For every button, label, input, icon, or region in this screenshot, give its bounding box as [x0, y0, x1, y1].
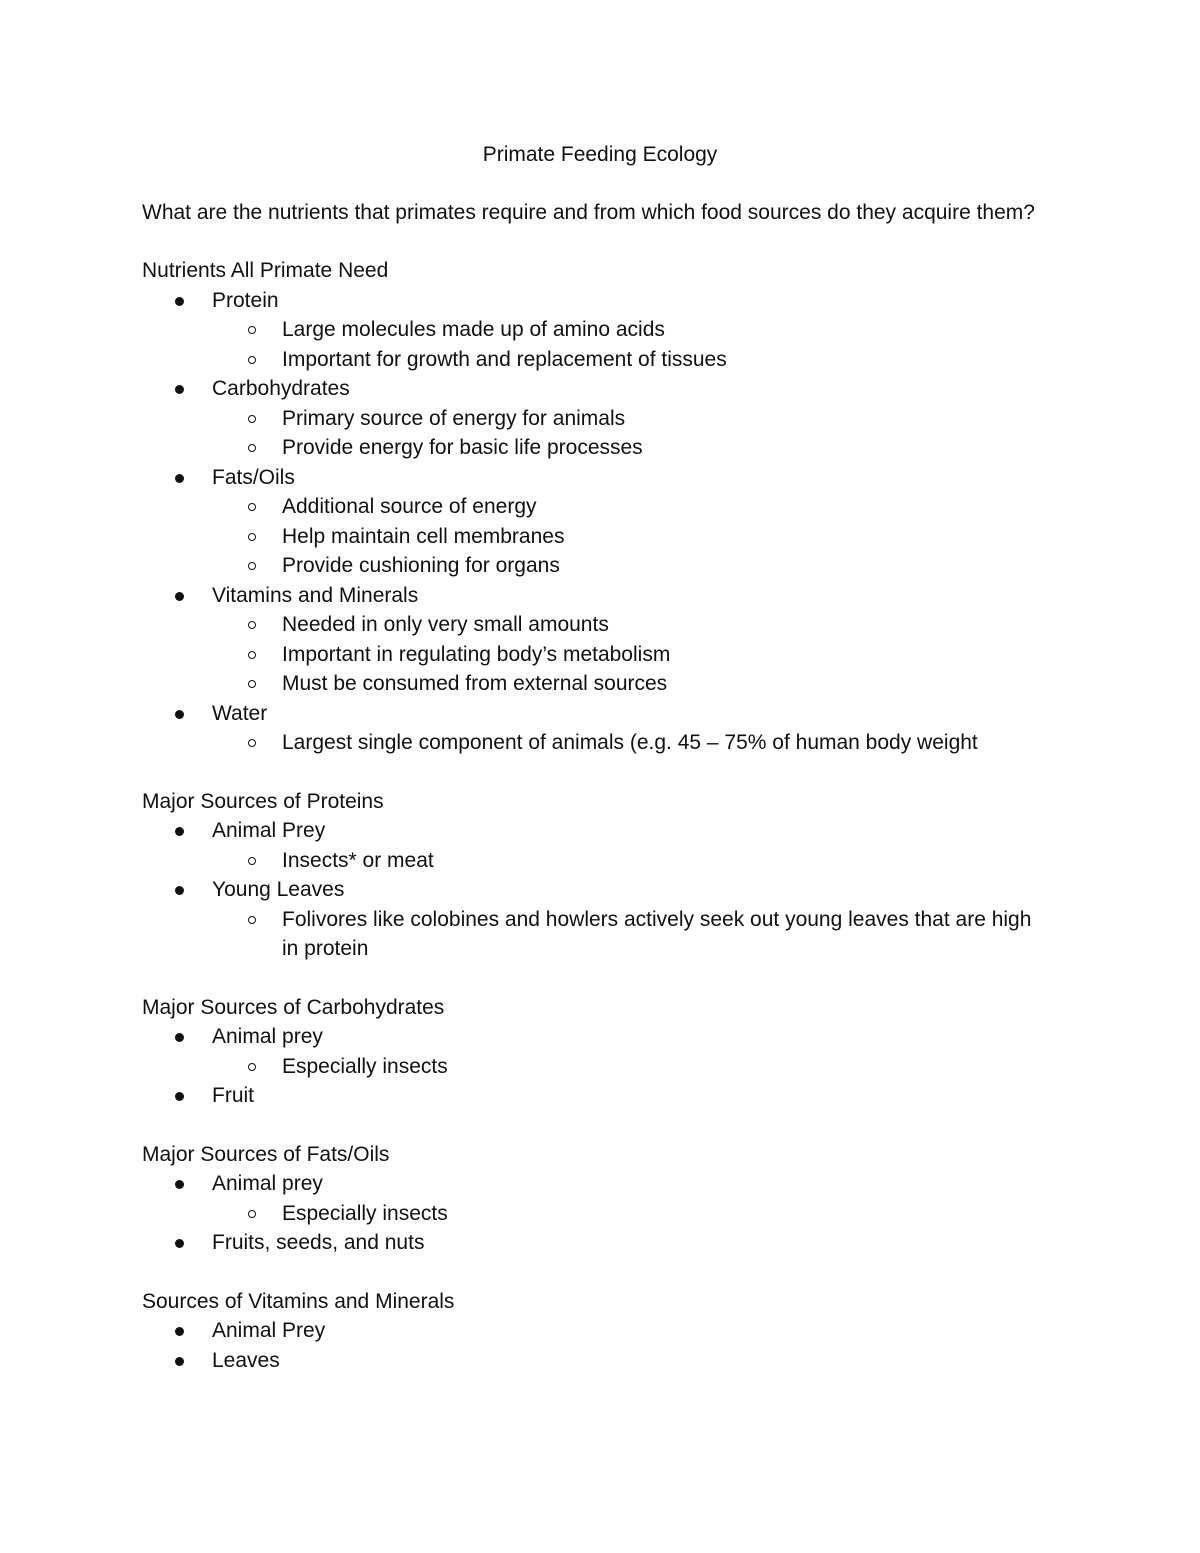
sub-list-item: [212, 492, 1044, 522]
list-item-label: Animal prey: [212, 1172, 323, 1195]
list-item-label: Young Leaves: [212, 878, 345, 901]
list-item: [142, 816, 1044, 875]
circle-bullet-icon: [248, 503, 256, 511]
list-item: [142, 1081, 1044, 1111]
sections-container: [142, 256, 1044, 1375]
sub-bullet-list: [212, 610, 1044, 699]
bullet-icon: [175, 592, 184, 601]
section: [142, 256, 1044, 758]
circle-bullet-icon: [248, 680, 256, 688]
sub-list-item-text: Important for growth and replacement of tissues: [282, 347, 727, 371]
sub-bullet-list: [212, 492, 1044, 581]
list-item: [142, 1022, 1044, 1081]
section-heading: Major Sources of Proteins: [142, 789, 384, 813]
bullet-icon: [175, 1327, 184, 1336]
sub-bullet-list: [212, 728, 1044, 758]
bullet-icon: [175, 1357, 184, 1366]
circle-bullet-icon: [248, 1210, 256, 1218]
sub-list-item-text: Insects* or meat: [282, 848, 434, 872]
circle-bullet-icon: [248, 1063, 256, 1071]
sub-list-item-text: Primary source of energy for animals: [282, 406, 626, 430]
sub-list-item: [212, 846, 1044, 876]
sub-list-item-text: Folivores like colobines and howlers actively seek out young leaves that are high in protein: [282, 907, 1032, 960]
circle-bullet-icon: [248, 415, 256, 423]
section-heading: Nutrients All Primate Need: [142, 259, 389, 282]
sub-list-item: [212, 728, 1044, 758]
circle-bullet-icon: [248, 562, 256, 570]
list-item: [142, 581, 1044, 699]
list-item: [142, 1228, 1044, 1258]
bullet-list: [142, 286, 1044, 758]
list-item: [142, 374, 1044, 463]
bullet-icon: [175, 1092, 184, 1101]
question-paragraph: What are the nutrients that primates require and from which food sources do they acquire them?: [142, 200, 1035, 224]
circle-bullet-icon: [248, 533, 256, 541]
sub-list-item-text: Large molecules made up of amino acids: [282, 318, 665, 341]
section: [142, 787, 1044, 964]
sub-list-item-text: Important in regulating body’s metabolism: [282, 642, 671, 666]
circle-bullet-icon: [248, 916, 256, 924]
section: [142, 993, 1044, 1111]
bullet-icon: [175, 886, 184, 895]
sub-bullet-list: [212, 1199, 1044, 1229]
circle-bullet-icon: [248, 739, 256, 747]
list-item: [142, 1346, 1044, 1376]
list-item-label: Vitamins and Minerals: [212, 583, 419, 607]
sub-list-item: [212, 1199, 1044, 1229]
bullet-list: [142, 816, 1044, 964]
sub-bullet-list: [212, 404, 1044, 463]
circle-bullet-icon: [248, 356, 256, 364]
list-item: [142, 1169, 1044, 1228]
sub-list-item: [212, 315, 1044, 345]
circle-bullet-icon: [248, 621, 256, 629]
section: [142, 1140, 1044, 1258]
circle-bullet-icon: [248, 444, 256, 452]
page-title: Primate Feeding Ecology: [482, 143, 718, 166]
sub-list-item-text: Provide cushioning for organs: [282, 554, 560, 577]
sub-list-item: [212, 522, 1044, 552]
sub-list-item: [212, 669, 1044, 699]
sub-bullet-list: [212, 905, 1044, 964]
bullet-icon: [175, 297, 184, 306]
sub-list-item: [212, 640, 1044, 670]
sub-list-item: [212, 345, 1044, 375]
sub-list-item: [212, 610, 1044, 640]
sub-list-item-text: Needed in only very small amounts: [282, 613, 609, 636]
list-item-label: Fats/Oils: [212, 465, 295, 489]
list-item-label: Protein: [212, 288, 279, 312]
sub-bullet-list: [212, 315, 1044, 374]
bullet-icon: [175, 827, 184, 836]
list-item-label: Fruit: [212, 1084, 254, 1107]
sub-list-item-text: Especially insects: [282, 1201, 448, 1225]
list-item-label: Animal Prey: [212, 819, 326, 842]
bullet-icon: [175, 385, 184, 394]
sub-list-item-text: Largest single component of animals (e.g. 45 – 75% of human body weight: [282, 731, 978, 754]
circle-bullet-icon: [248, 326, 256, 334]
list-item: [142, 463, 1044, 581]
list-item-label: Animal Prey: [212, 1319, 326, 1342]
sub-list-item: [212, 905, 1044, 964]
bullet-list: [142, 1316, 1044, 1375]
bullet-list: [142, 1022, 1044, 1111]
bullet-list: [142, 1169, 1044, 1258]
circle-bullet-icon: [248, 651, 256, 659]
sub-list-item-text: Provide energy for basic life processes: [282, 436, 643, 459]
section-heading: Major Sources of Carbohydrates: [142, 995, 445, 1019]
list-item-label: Fruits, seeds, and nuts: [212, 1231, 425, 1254]
bullet-icon: [175, 1180, 184, 1189]
list-item: [142, 1316, 1044, 1346]
list-item-label: Leaves: [212, 1348, 280, 1372]
sub-list-item-text: Must be consumed from external sources: [282, 672, 668, 695]
list-item-label: Water: [212, 701, 268, 725]
section: [142, 1287, 1044, 1376]
list-item: [142, 875, 1044, 964]
sub-list-item: [212, 404, 1044, 434]
sub-list-item-text: Help maintain cell membranes: [282, 524, 565, 548]
sub-list-item: [212, 1052, 1044, 1082]
list-item: [142, 699, 1044, 758]
list-item-label: Animal prey: [212, 1025, 323, 1048]
section-heading: Major Sources of Fats/Oils: [142, 1142, 390, 1166]
sub-list-item: [212, 551, 1044, 581]
bullet-icon: [175, 1033, 184, 1042]
list-item: [142, 286, 1044, 375]
sub-list-item-text: Especially insects: [282, 1054, 448, 1078]
list-item-label: Carbohydrates: [212, 377, 350, 400]
bullet-icon: [175, 474, 184, 483]
sub-list-item-text: Additional source of energy: [282, 495, 537, 518]
section-heading: Sources of Vitamins and Minerals: [142, 1289, 455, 1313]
sub-bullet-list: [212, 846, 1044, 876]
bullet-icon: [175, 710, 184, 719]
sub-bullet-list: [212, 1052, 1044, 1082]
sub-list-item: [212, 433, 1044, 463]
bullet-icon: [175, 1239, 184, 1248]
circle-bullet-icon: [248, 857, 256, 865]
